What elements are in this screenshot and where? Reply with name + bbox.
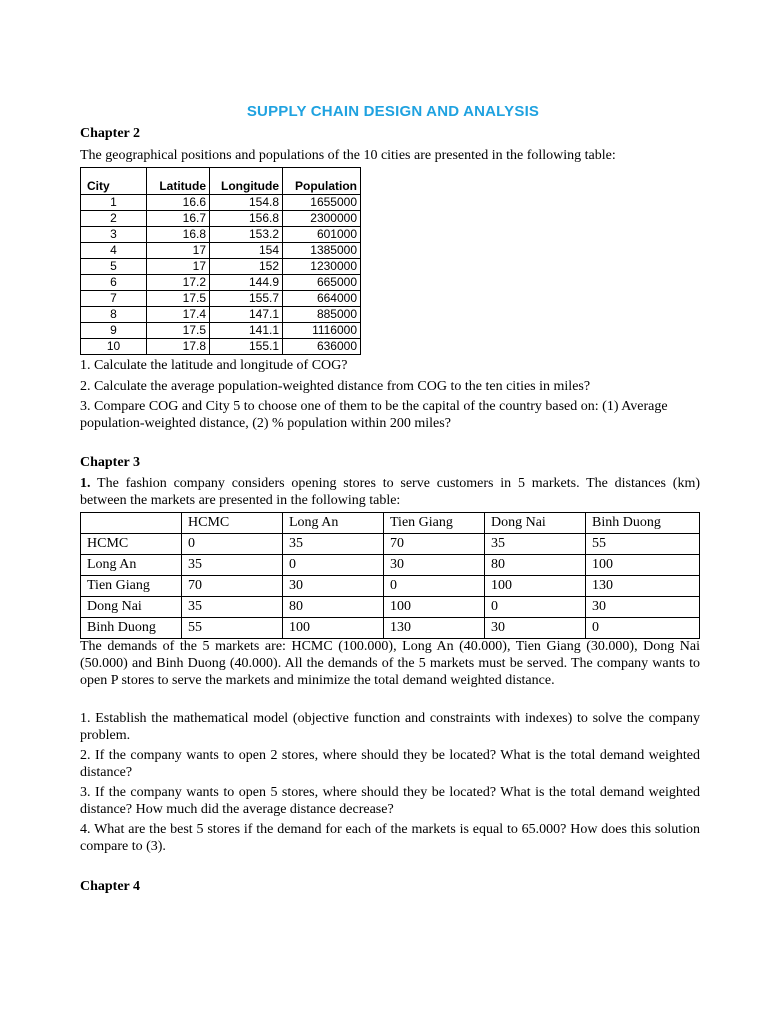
cell-longitude: 147.1 <box>210 307 283 323</box>
chapter-4-heading: Chapter 4 <box>80 879 141 894</box>
header-tien-giang: Tien Giang <box>384 513 485 534</box>
distance-cell: 0 <box>485 597 586 618</box>
cell-latitude: 17.5 <box>147 291 210 307</box>
table-row <box>81 323 361 339</box>
table-row <box>81 227 361 243</box>
chapter-3-question-4: 4. What are the best 5 stores if the demand for each of the markets is equal to 65.000? How does this solution compare to (3). <box>80 822 700 854</box>
cell-city: 8 <box>81 307 147 323</box>
chapter-3-heading: Chapter 3 <box>80 455 141 470</box>
row-label: Dong Nai <box>81 597 182 618</box>
cell-city: 2 <box>81 211 147 227</box>
distance-cell: 80 <box>283 597 384 618</box>
cell-population: 1116000 <box>283 323 361 339</box>
cell-population: 664000 <box>283 291 361 307</box>
cell-latitude: 17.4 <box>147 307 210 323</box>
chapter-2-intro: The geographical positions and populations of the 10 cities are presented in the following table: <box>80 148 616 163</box>
distance-cell: 100 <box>485 576 586 597</box>
header-longitude: Longitude <box>210 168 283 195</box>
table-row <box>81 618 700 639</box>
row-label: Binh Duong <box>81 618 182 639</box>
distance-cell: 30 <box>586 597 700 618</box>
table-row <box>81 307 361 323</box>
cities-table-header <box>81 168 361 195</box>
cell-latitude: 17.2 <box>147 275 210 291</box>
distance-cell: 35 <box>283 534 384 555</box>
row-label: HCMC <box>81 534 182 555</box>
distance-cell: 35 <box>182 597 283 618</box>
question-number: 1. <box>80 476 91 491</box>
distance-cell: 100 <box>283 618 384 639</box>
cell-latitude: 17 <box>147 259 210 275</box>
cell-city: 3 <box>81 227 147 243</box>
distance-cell: 55 <box>586 534 700 555</box>
chapter-2-question-3: 3. Compare COG and City 5 to choose one of them to be the capital of the country based on: (1) Average population-weighted distance, (2) % population within 200 miles? <box>80 399 668 431</box>
distance-cell: 0 <box>283 555 384 576</box>
cell-latitude: 16.8 <box>147 227 210 243</box>
distance-table <box>80 512 700 639</box>
header-latitude: Latitude <box>147 168 210 195</box>
chapter-2-question-1: 1. Calculate the latitude and longitude of COG? <box>80 358 348 373</box>
row-label: Tien Giang <box>81 576 182 597</box>
cell-longitude: 141.1 <box>210 323 283 339</box>
cell-city: 5 <box>81 259 147 275</box>
cell-latitude: 17.8 <box>147 339 210 355</box>
row-label: Long An <box>81 555 182 576</box>
cell-city: 10 <box>81 339 147 355</box>
table-row <box>81 243 361 259</box>
chapter-3-question-1-model: 1. Establish the mathematical model (objective function and constraints with indexes) to solve the company problem. <box>80 711 700 743</box>
cell-population: 601000 <box>283 227 361 243</box>
table-row <box>81 597 700 618</box>
cities-table <box>80 167 361 355</box>
distance-cell: 35 <box>485 534 586 555</box>
cell-latitude: 16.6 <box>147 195 210 211</box>
distance-cell: 70 <box>384 534 485 555</box>
distance-cell: 130 <box>586 576 700 597</box>
header-city: City <box>81 168 147 195</box>
cell-longitude: 152 <box>210 259 283 275</box>
document-title: SUPPLY CHAIN DESIGN AND ANALYSIS <box>246 103 540 120</box>
distance-cell: 0 <box>586 618 700 639</box>
cell-longitude: 154.8 <box>210 195 283 211</box>
cell-population: 1655000 <box>283 195 361 211</box>
cell-latitude: 17 <box>147 243 210 259</box>
cell-latitude: 17.5 <box>147 323 210 339</box>
table-row <box>81 576 700 597</box>
header-long-an: Long An <box>283 513 384 534</box>
chapter-3-question-1 <box>80 475 700 509</box>
header-dong-nai: Dong Nai <box>485 513 586 534</box>
cell-city: 7 <box>81 291 147 307</box>
question-text: The fashion company considers opening stores to serve customers in 5 markets. The distances (km) between the markets are presented in the following table: <box>80 476 700 508</box>
distance-cell: 70 <box>182 576 283 597</box>
header-population: Population <box>283 168 361 195</box>
table-row <box>81 275 361 291</box>
distance-cell: 0 <box>182 534 283 555</box>
cell-city: 6 <box>81 275 147 291</box>
header-binh-duong: Binh Duong <box>586 513 700 534</box>
distance-cell: 30 <box>485 618 586 639</box>
cell-city: 9 <box>81 323 147 339</box>
cell-longitude: 144.9 <box>210 275 283 291</box>
cell-city: 1 <box>81 195 147 211</box>
chapter-2-heading: Chapter 2 <box>80 126 141 141</box>
header-corner <box>81 513 182 534</box>
chapter-3-demand-text: The demands of the 5 markets are: HCMC (100.000), Long An (40.000), Tien Giang (30.000), Dong Nai (50.000) and Binh Duong (40.000). All the demands of the 5 markets must be served. The company wants to open P stores to serve the markets and minimize the total demand weighted distance. <box>80 639 700 688</box>
distance-cell: 100 <box>586 555 700 576</box>
distance-cell: 55 <box>182 618 283 639</box>
distance-cell: 80 <box>485 555 586 576</box>
distance-cell: 30 <box>283 576 384 597</box>
table-row <box>81 259 361 275</box>
distance-cell: 30 <box>384 555 485 576</box>
table-row <box>81 555 700 576</box>
cell-longitude: 154 <box>210 243 283 259</box>
cell-longitude: 155.7 <box>210 291 283 307</box>
cell-population: 1230000 <box>283 259 361 275</box>
table-row <box>81 339 361 355</box>
cell-population: 665000 <box>283 275 361 291</box>
chapter-3-question-3: 3. If the company wants to open 5 stores, where should they be located? What is the total demand weighted distance? How much did the average distance decrease? <box>80 785 700 817</box>
distance-table-header <box>81 513 700 534</box>
cell-city: 4 <box>81 243 147 259</box>
table-row <box>81 534 700 555</box>
cell-population: 885000 <box>283 307 361 323</box>
cell-longitude: 156.8 <box>210 211 283 227</box>
table-row <box>81 291 361 307</box>
distance-cell: 0 <box>384 576 485 597</box>
cell-population: 636000 <box>283 339 361 355</box>
distance-cell: 35 <box>182 555 283 576</box>
cell-longitude: 155.1 <box>210 339 283 355</box>
distance-cell: 130 <box>384 618 485 639</box>
chapter-2-question-2: 2. Calculate the average population-weighted distance from COG to the ten cities in miles? <box>80 379 591 394</box>
cell-latitude: 16.7 <box>147 211 210 227</box>
table-row <box>81 195 361 211</box>
header-hcmc: HCMC <box>182 513 283 534</box>
cell-longitude: 153.2 <box>210 227 283 243</box>
cell-population: 1385000 <box>283 243 361 259</box>
distance-cell: 100 <box>384 597 485 618</box>
cell-population: 2300000 <box>283 211 361 227</box>
table-row <box>81 211 361 227</box>
chapter-3-question-2: 2. If the company wants to open 2 stores, where should they be located? What is the total demand weighted distance? <box>80 748 700 780</box>
